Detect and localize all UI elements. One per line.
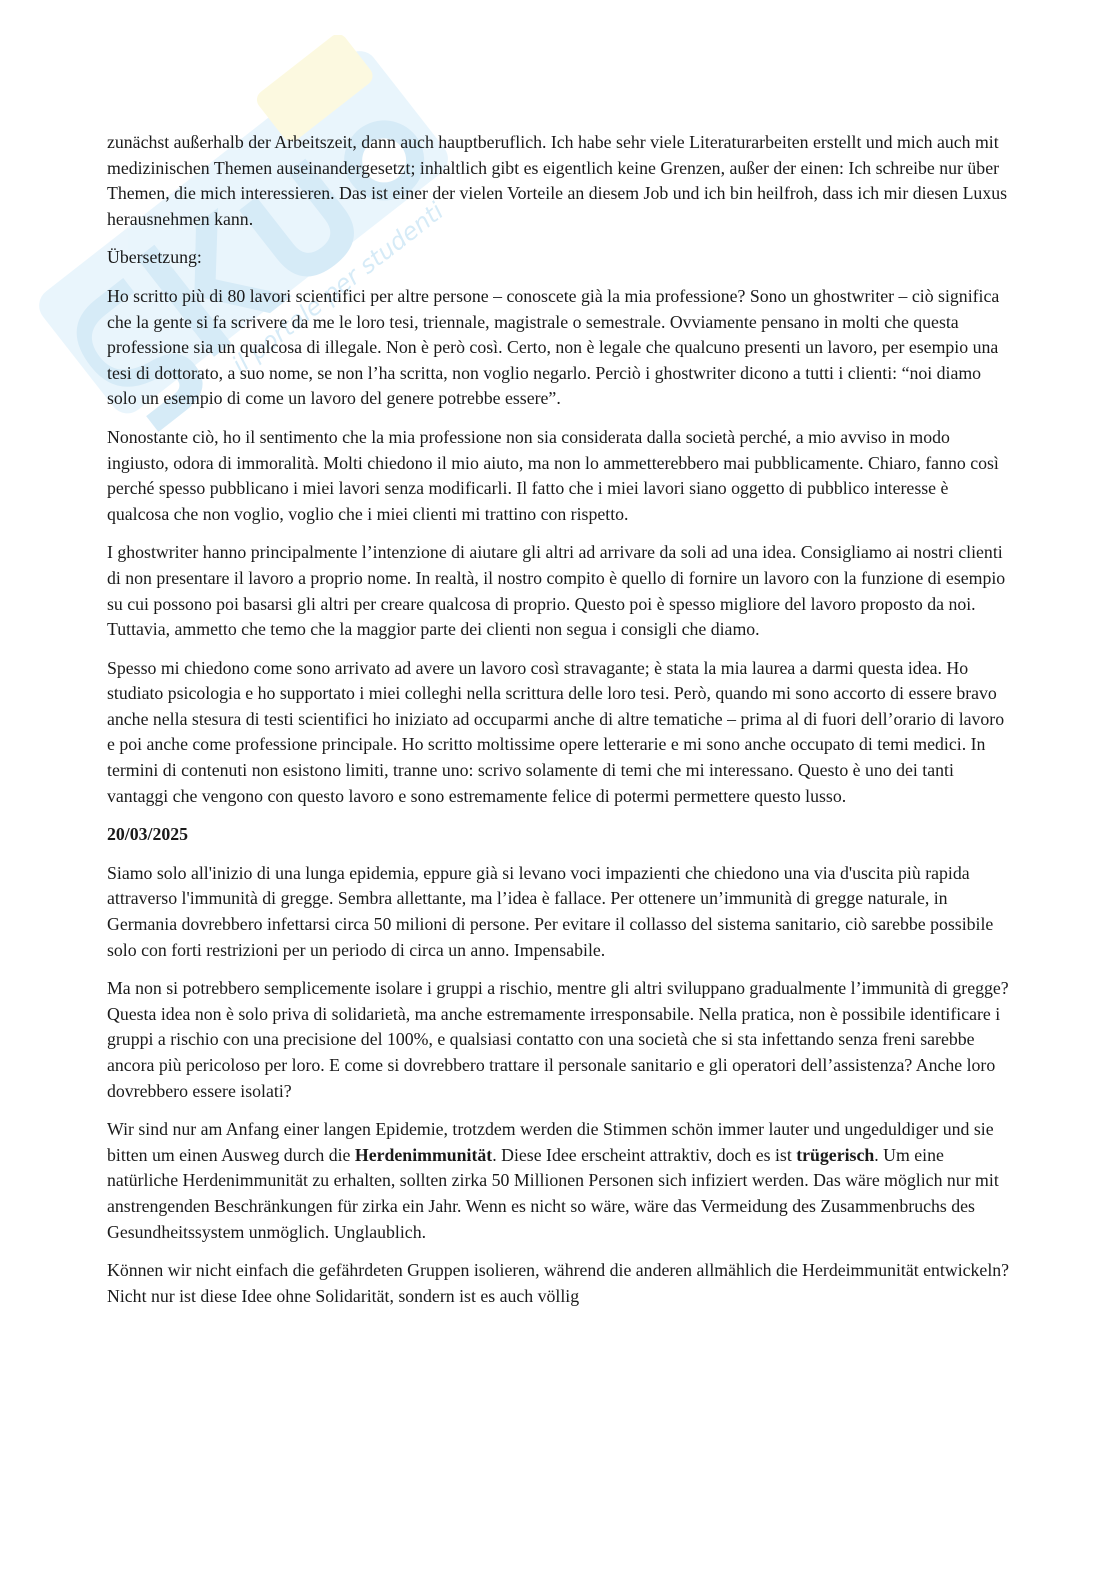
document-page: [107, 130, 1012, 1322]
text-run: . Um eine natürliche Herdenimmunität zu erhalten, sollten zirka 50 Millionen Personen sich infiziert werden. Das wäre möglich nur mit anstrengenden Beschränkungen für zirka ein Jahr. Wenn es nicht so wäre, wäre das Vermeidung des Zusammenbruchs des Gesundheitssystem unmöglich. Unglaublich.: [107, 1144, 999, 1242]
entry-date: 20/03/2025: [107, 824, 189, 845]
paragraph-italian-5: Siamo solo all'inizio di una lunga epidemia, eppure già si levano voci impazienti che chiedono una via d'uscita più rapida attraverso l'immunità di gregge. Sembra allettante, ma l’idea è fallace. Per ottenere un’immunità di gregge naturale, in Germania dovrebbero infettarsi circa 50 milioni di persone. Per evitare il collasso del sistema sanitario, ciò sarebbe possibile solo con forti restrizioni per un periodo di circa un anno. Impensabile.: [107, 862, 994, 960]
text-run: Wir sind nur am Anfang einer langen Epidemie, trotzdem werden die Stimmen schön immer lauter und ungeduldiger und sie bitten um einen Ausweg durch die: [107, 1119, 994, 1165]
text-run: . Diese Idee erscheint attraktiv, doch es ist: [492, 1144, 797, 1165]
paragraph-italian-6: Ma non si potrebbero semplicemente isolare i gruppi a rischio, mentre gli altri sviluppano gradualmente l’immunità di gregge? Questa idea non è solo priva di solidarietà, ma anche estremamente irresponsabile. Nella pratica, non è possibile identificare i gruppi a rischio con una precisione del 100%, e qualsiasi contatto con una società che si sta infettando senza freni sarebbe ancora più pericoloso per loro. E come si dovrebbero trattare il personale sanitario e gli operatori dell’assistenza? Anche loro dovrebbero essere isolati?: [107, 978, 1009, 1101]
paragraph-italian-3: I ghostwriter hanno principalmente l’intenzione di aiutare gli altri ad arrivare da soli ad una idea. Consigliamo ai nostri clienti di non presentare il lavoro a proprio nome. In realtà, il nostro compito è quello di fornire un lavoro con la funzione di esempio su cui possono poi basarsi gli altri per creare qualcosa di proprio. Questo poi è spesso migliore del lavoro proposto da noi. Tuttavia, ammetto che temo che la maggior parte dei clienti non segua i consigli che diamo.: [107, 542, 1006, 640]
bold-term-truegerisch: trügerisch: [796, 1144, 875, 1165]
svg-text:il portale per studenti: il portale per studenti: [226, 197, 449, 380]
paragraph-german-translation-2: Können wir nicht einfach die gefährdeten Gruppen isolieren, während die anderen allmählich die Herdeimmunität entwickeln? Nicht nur ist diese Idee ohne Solidarität, sondern ist es auch völlig: [107, 1260, 1010, 1306]
paragraph-german-translation-1: [107, 1117, 1012, 1245]
paragraph-italian-1: Ho scritto più di 80 lavori scientifici per altre persone – conoscete già la mia professione? Sono un ghostwriter – ciò significa che la gente si fa scrivere da me le loro tesi, triennale, magistrale o semestrale. Ovviamente pensano in molti che questa professione sia un qualcosa di illegale. Non è però così. Certo, non è legale che qualcuno presenti un lavoro, per esempio una tesi di dottorato, a suo nome, se non l’ha scritta, non voglio negarlo. Perciò i ghostwriter dicono a tutti i clienti: “noi diamo solo un esempio di come un lavoro del genere potrebbe essere”.: [107, 285, 1000, 409]
paragraph-italian-2: Nonostante ciò, ho il sentimento che la mia professione non sia considerata dalla società perché, a mio avviso in modo ingiusto, odora di immoralità. Molti chiedono il mio aiuto, ma non lo ammetterebbero mai pubblicamente. Chiaro, fanno così perché spesso pubblicano i miei lavori senza modificarli. Il fatto che i miei lavori siano oggetto di pubblico interesse è qualcosa che non voglio, voglio che i miei clienti mi trattino con rispetto.: [107, 426, 999, 524]
paragraph-italian-4: Spesso mi chiedono come sono arrivato ad avere un lavoro così stravagante; è stata la mia laurea a darmi questa idea. Ho studiato psicologia e ho supportato i miei colleghi nella scrittura delle loro tesi. Però, quando mi sono accorto di essere bravo anche nella stesura di testi scientifici ho iniziato ad occuparmi anche di altre tematiche – prima al di fuori dell’orario di lavoro e poi anche come professione principale. Ho scritto moltissime opere letterarie e mi sono anche occupato di temi medici. In termini di contenuti non esistono limiti, tranne uno: scrivo solamente di temi che mi interessano. Questo è uno dei tanti vantaggi che vengono con questo lavoro e sono estremamente felice di potermi permettere questo lusso.: [107, 657, 1005, 806]
bold-term-herdenimmunitaet: Herdenimmunität: [354, 1144, 493, 1165]
paragraph-german-intro: zunächst außerhalb der Arbeitszeit, dann auch hauptberuflich. Ich habe sehr viele Literaturarbeiten erstellt und mich auch mit medizinischen Themen auseinandergesetzt; inhaltlich gibt es eigentlich keine Grenzen, außer der einen: Ich schreibe nur über Themen, die mich interessieren. Das ist einer der vielen Vorteile an diesem Job und ich bin heilfroh, dass ich mir diesen Luxus herausnehmen kann.: [107, 132, 1008, 229]
translation-heading: Übersetzung:: [107, 247, 202, 268]
